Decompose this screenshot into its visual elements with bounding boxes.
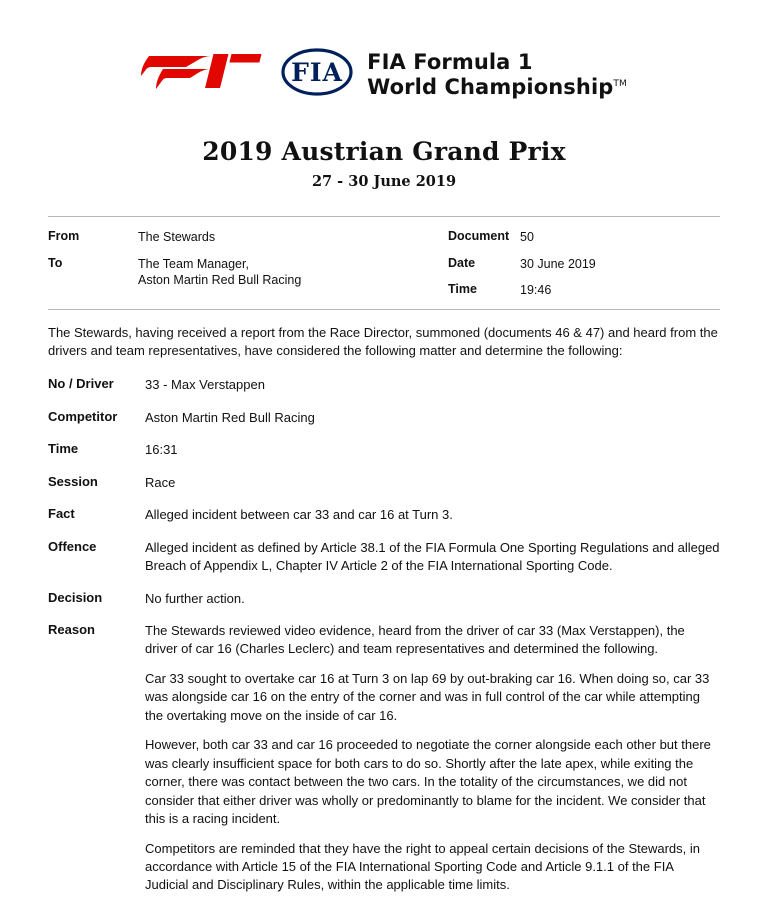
svg-text:FIA: FIA (291, 58, 344, 87)
field-value (145, 590, 720, 608)
field-paragraph: Aston Martin Red Bull Racing (145, 409, 315, 425)
time-label: Time (448, 282, 477, 296)
meta-left-column (48, 229, 448, 299)
field-label: Time (48, 441, 79, 457)
date-value: 30 June 2019 (520, 256, 596, 271)
field-paragraph: Alleged incident as defined by Article 38.1 of the FIA Formula One Sporting Regulations and alleged Breach of Appendix L, Chapter IV Article 2 of the FIA International Sporting Code. (145, 539, 720, 574)
field-value (145, 506, 720, 524)
field-value (145, 539, 720, 576)
field-row (48, 506, 720, 524)
decision-fields (48, 376, 720, 895)
field-paragraph: Alleged incident between car 33 and car 16 at Turn 3. (145, 507, 453, 523)
field-label: No / Driver (48, 376, 114, 392)
meta-row-from (48, 229, 448, 246)
document-meta (48, 217, 720, 309)
document-header (48, 0, 720, 107)
field-label: Fact (48, 506, 75, 522)
event-dates: 27 - 30 June 2019 (311, 173, 457, 190)
championship-line-2: World Championship (367, 74, 614, 99)
document-label: Document (448, 229, 510, 243)
to-value-line-1: The Team Manager, (138, 256, 249, 271)
field-paragraph: The Stewards reviewed video evidence, heard from the driver of car 33 (Max Verstappen), the driver of car 16 (Charles Leclerc) and team representatives and determined the following. (145, 623, 685, 657)
field-paragraph: However, both car 33 and car 16 proceeded to negotiate the corner alongside each other but there was clearly insufficient space for both cars to do so. Shortly after the late apex, while exiting the corner, there was contact between the two cars. In the totality of the circumstances, we did not consider that either driver was wholly or predominantly to blame for the incident. We consider that this is a racing incident. (145, 737, 711, 827)
time-value: 19:46 (520, 283, 552, 297)
field-label: Session (48, 473, 98, 489)
meta-row-time (448, 282, 720, 299)
from-label: From (48, 229, 80, 243)
field-value (145, 622, 720, 895)
championship-line-1: FIA Formula 1 (367, 49, 533, 74)
intro-paragraph: The Stewards, having received a report from the Race Director, summoned (documents 46 & 47) and heard from the drivers and team representatives, have considered the following matter and determine the following: (48, 324, 718, 358)
championship-title (367, 50, 627, 100)
meta-row-date (448, 256, 720, 273)
meta-right-column (448, 229, 720, 299)
page-title: 2019 Austrian Grand Prix (202, 137, 566, 166)
meta-row-document (448, 229, 720, 246)
field-label: Decision (48, 589, 103, 605)
field-value (145, 409, 720, 427)
fia-logo-icon (281, 48, 353, 101)
to-value-line-2: Aston Martin Red Bull Racing (138, 273, 302, 287)
field-row (48, 539, 720, 576)
field-row (48, 474, 720, 492)
field-paragraph: No further action. (145, 590, 245, 606)
field-paragraph: 33 - Max Verstappen (145, 377, 265, 393)
to-value (138, 256, 301, 289)
field-row (48, 409, 720, 427)
field-paragraph: 16:31 (145, 442, 178, 458)
field-paragraph: Race (145, 474, 176, 490)
field-label: Offence (48, 538, 97, 554)
from-value: The Stewards (138, 230, 216, 244)
field-row (48, 622, 720, 895)
trademark-mark: TM (613, 78, 627, 89)
f1-logo-icon (141, 48, 267, 101)
date-label: Date (448, 255, 476, 270)
meta-row-to (48, 256, 448, 289)
divider-bottom (48, 309, 720, 310)
field-row (48, 590, 720, 608)
field-paragraph: Car 33 sought to overtake car 16 at Turn 3 on lap 69 by out-braking car 16. When doing so, car 33 was alongside car 16 on the entry of the corner and was in full control of the car while attempting the overtaking move on the inside of car 16. (145, 670, 710, 723)
field-value (145, 376, 720, 394)
field-value (145, 441, 720, 459)
field-label: Competitor (48, 408, 118, 424)
field-row (48, 376, 720, 394)
to-label: To (48, 255, 63, 270)
field-label: Reason (48, 622, 95, 638)
field-paragraph: Competitors are reminded that they have the right to appeal certain decisions of the Stewards, in accordance with Article 15 of the FIA International Sporting Code and Article 9.1.1 of the FIA Judicial and Disciplinary Rules, within the applicable time limits. (145, 840, 700, 893)
championship-line-2-wrap (367, 75, 627, 100)
field-row (48, 441, 720, 459)
field-value (145, 474, 720, 492)
document-number: 50 (520, 230, 534, 244)
